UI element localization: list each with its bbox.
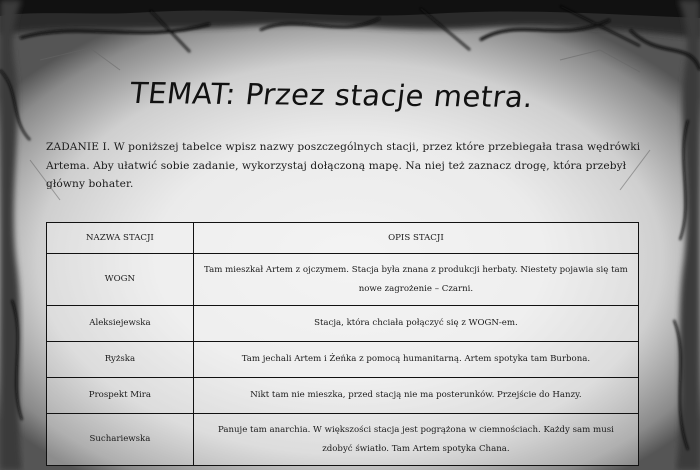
table-row — [47, 378, 639, 414]
station-name-cell: Ryżska — [47, 342, 194, 378]
station-description-cell: Tam mieszkał Artem z ojczymem. Stacja była znana z produkcji herbaty. Niestety pojawia się tam nowe zagrożenie – Czarni. — [193, 254, 638, 306]
station-description-cell: Tam jechali Artem i Żeńka z pomocą humanitarną. Artem spotyka tam Burbona. — [193, 342, 638, 378]
page-title: TEMAT: Przez stacje metra. — [128, 75, 536, 115]
station-name-cell: WOGN — [47, 254, 194, 306]
column-header-station-description: OPIS STACJI — [193, 223, 638, 254]
station-name-cell: Suchariewska — [47, 414, 194, 466]
station-description-cell: Panuje tam anarchia. W większości stacja jest pogrążona w ciemnościach. Każdy sam musi zdobyć światło. Tam Artem spotyka Chana. — [193, 414, 638, 466]
station-description-cell: Stacja, która chciała połączyć się z WOGN-em. — [193, 306, 638, 342]
stations-table — [46, 222, 639, 466]
station-description-cell: Nikt tam nie mieszka, przed stacją nie ma posterunków. Przejście do Hanzy. — [193, 378, 638, 414]
table-row — [47, 414, 639, 466]
task-instructions: ZADANIE I. W poniższej tabelce wpisz nazwy poszczególnych stacji, przez które przebiegała trasa wędrówki Artema. Aby ułatwić sobie zadanie, wykorzystaj dołączoną mapę. Na niej też zaznacz drogę, która przebył główny bohater. — [46, 141, 641, 190]
table-row — [47, 306, 639, 342]
table-header-row — [47, 223, 639, 254]
table-row — [47, 254, 639, 306]
column-header-station-name: NAZWA STACJI — [47, 223, 194, 254]
station-name-cell: Prospekt Mira — [47, 378, 194, 414]
station-name-cell: Aleksiejewska — [47, 306, 194, 342]
table-row — [47, 342, 639, 378]
